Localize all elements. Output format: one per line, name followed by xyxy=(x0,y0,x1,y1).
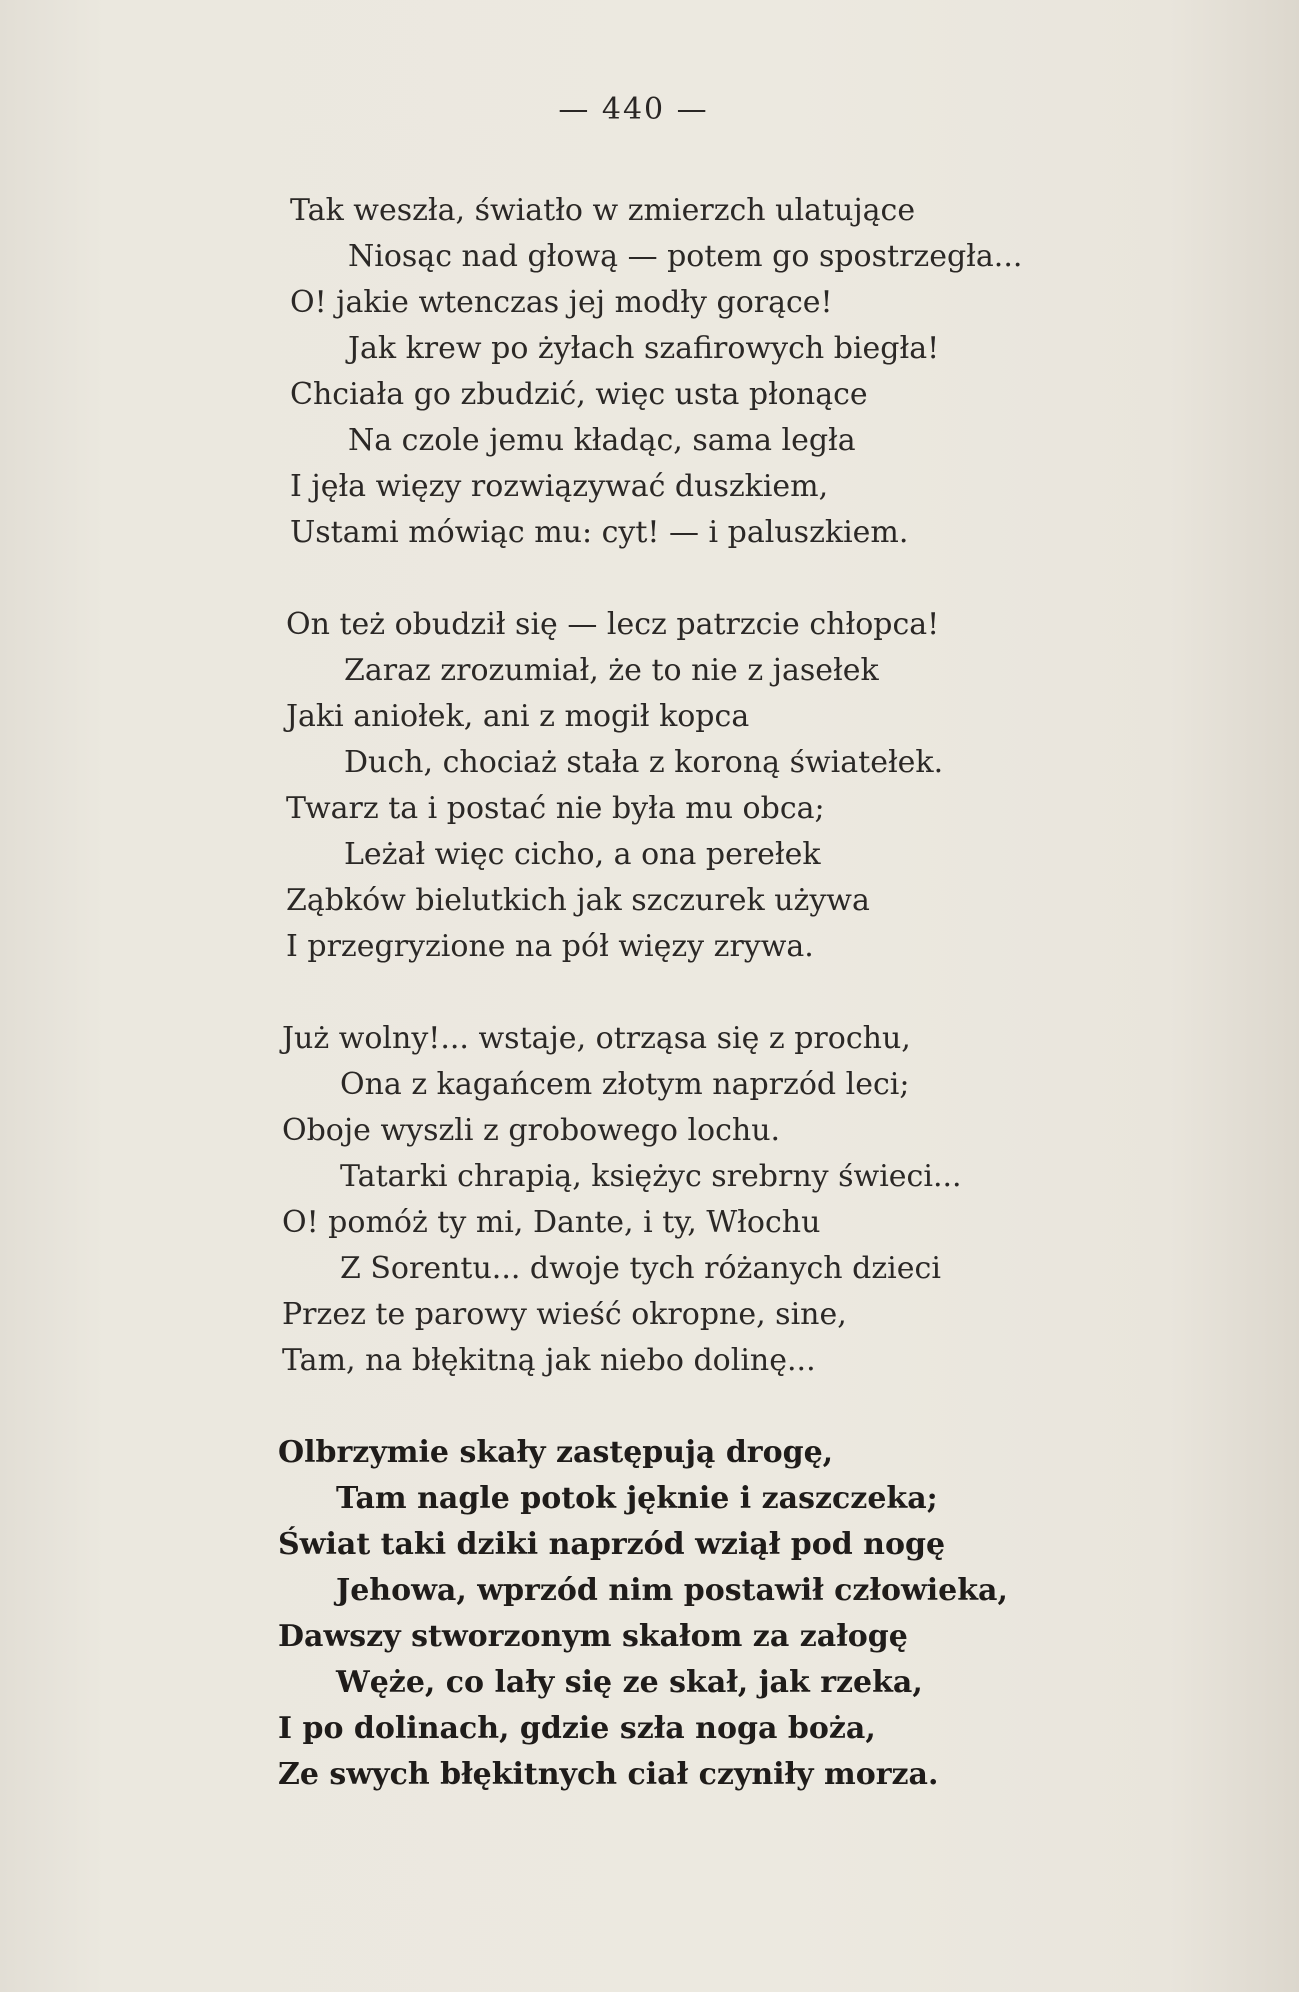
verse-line: Tak weszła, światło w zmierzch ulatujące xyxy=(290,193,916,228)
verse-line: Ustami mówiąc mu: cyt! — i paluszkiem. xyxy=(290,515,909,550)
stanza-3 xyxy=(282,1016,1190,1384)
verse-line: Ze swych błękitnych ciał czyniły morza. xyxy=(278,1757,939,1792)
verse-line: Na czole jemu kładąc, sama legła xyxy=(348,423,856,458)
verse-line: I jęła więzy rozwiązywać duszkiem, xyxy=(290,469,829,504)
verse-line: Dawszy stworzonym skałom za załogę xyxy=(278,1619,908,1654)
verse-line: Jaki aniołek, ani z mogił kopca xyxy=(286,699,750,734)
verse-line: Ząbków bielutkich jak szczurek używa xyxy=(286,883,870,918)
verse-line: Zaraz zrozumiał, że to nie z jasełek xyxy=(344,653,879,688)
page-number: — 440 — xyxy=(558,92,709,127)
verse-line: Oboje wyszli z grobowego lochu. xyxy=(282,1113,781,1148)
verse-line: I przegryzione na pół więzy zrywa. xyxy=(286,929,814,964)
stanza-2 xyxy=(286,602,1190,970)
verse-line: Leżał więc cicho, a ona perełek xyxy=(344,837,821,872)
verse-line: Przez te parowy wieść okropne, sine, xyxy=(282,1297,847,1332)
verse-line: I po dolinach, gdzie szła noga boża, xyxy=(278,1711,876,1746)
verse-line: Chciała go zbudzić, więc usta płonące xyxy=(290,377,868,412)
verse-line: Już wolny!... wstaje, otrząsa się z prochu, xyxy=(282,1021,911,1056)
verse-line: Twarz ta i postać nie była mu obca; xyxy=(286,791,825,826)
verse-line: Z Sorentu... dwoje tych różanych dzieci xyxy=(340,1251,941,1286)
verse-line: Tatarki chrapią, księżyc srebrny świeci... xyxy=(340,1159,962,1194)
verse-line: Niosąc nad głową — potem go spostrzegła... xyxy=(348,239,1023,274)
verse-line: On też obudził się — lecz patrzcie chłopca! xyxy=(286,607,940,642)
verse-line: Duch, chociaż stała z koroną światełek. xyxy=(344,745,944,780)
verse-line: Świat taki dziki naprzód wziął pod nogę xyxy=(278,1527,946,1562)
verse-line: Tam nagle potok jęknie i zaszczeka; xyxy=(336,1481,938,1516)
poem-text xyxy=(278,188,1190,1844)
verse-line: Olbrzymie skały zastępują drogę, xyxy=(278,1435,834,1470)
verse-line: Ona z kagańcem złotym naprzód leci; xyxy=(340,1067,910,1102)
verse-line: O! pomóż ty mi, Dante, i ty, Włochu xyxy=(282,1205,821,1240)
stanza-4 xyxy=(278,1430,1190,1798)
verse-line: Jehowa, wprzód nim postawił człowieka, xyxy=(336,1573,1008,1608)
verse-line: Węże, co lały się ze skał, jak rzeka, xyxy=(336,1665,923,1700)
verse-line: O! jakie wtenczas jej modły gorące! xyxy=(290,285,833,320)
verse-line: Jak krew po żyłach szafirowych biegła! xyxy=(348,331,940,366)
stanza-1 xyxy=(290,188,1190,556)
verse-line: Tam, na błękitną jak niebo dolinę... xyxy=(282,1343,816,1378)
